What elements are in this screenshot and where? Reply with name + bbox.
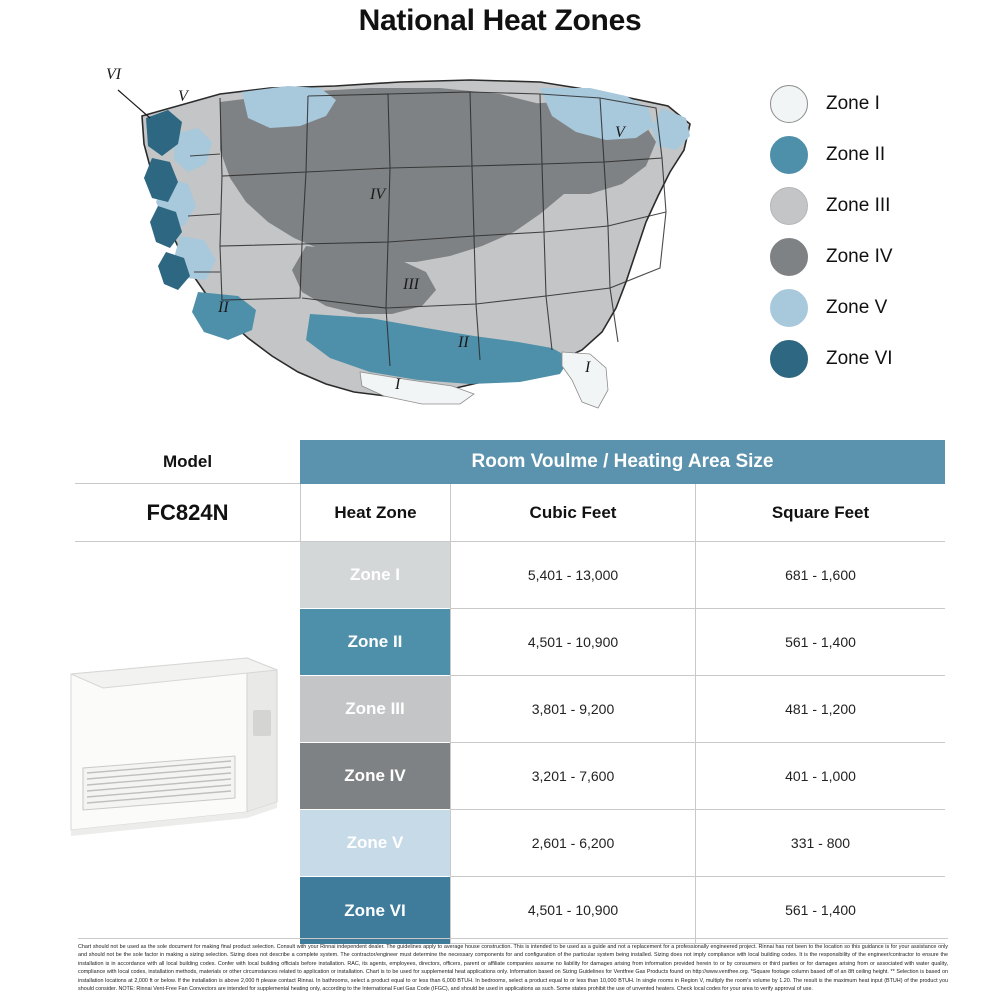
map-label-vi-northwest: VI (106, 66, 122, 83)
legend-swatch-icon-zone-ii (770, 136, 808, 174)
legend-swatch-icon-zone-iii (770, 187, 808, 225)
map-label-ii-southwest: II (218, 299, 229, 316)
legend-label-zone-v: Zone V (826, 296, 888, 318)
table-header-row (75, 440, 945, 484)
row-square-feet: 331 - 800 (695, 810, 945, 877)
legend-label-zone-i: Zone I (826, 92, 880, 114)
legend-swatch-icon-zone-v (770, 289, 808, 327)
heating-area-table (75, 440, 945, 944)
row-square-feet: 481 - 1,200 (695, 676, 945, 743)
legend-swatch-icon-zone-vi (770, 340, 808, 378)
legend-label-zone-iv: Zone IV (826, 245, 893, 267)
row-zone-label: Zone V (300, 810, 450, 877)
legend-item-zone-i (770, 78, 980, 129)
legend-item-zone-iv (770, 231, 980, 282)
map-label-iii-south-central: III (403, 276, 419, 293)
table-row (300, 542, 945, 609)
map-label-v-northwest: V (178, 88, 188, 105)
legend-label-zone-iii: Zone III (826, 194, 891, 216)
row-zone-label: Zone II (300, 609, 450, 676)
table-row (300, 743, 945, 810)
row-zone-label: Zone VI (300, 877, 450, 944)
row-cubic-feet: 2,601 - 6,200 (450, 810, 695, 877)
subheader-heat-zone: Heat Zone (300, 484, 450, 542)
header-model: Model (75, 440, 300, 484)
fc824n-heater-image (65, 652, 285, 837)
table-row (300, 877, 945, 944)
map-label-i-florida: I (585, 359, 591, 376)
legend-label-zone-ii: Zone II (826, 143, 886, 165)
legend-item-zone-vi (770, 333, 980, 384)
product-image-column (75, 542, 300, 944)
map-label-iv-central: IV (370, 186, 386, 203)
table-row (300, 810, 945, 877)
row-cubic-feet: 4,501 - 10,900 (450, 877, 695, 944)
legend-label-zone-vi: Zone VI (826, 347, 893, 369)
row-cubic-feet: 3,801 - 9,200 (450, 676, 695, 743)
table-body (300, 542, 945, 944)
subheader-square-feet: Square Feet (695, 484, 945, 542)
row-zone-label: Zone IV (300, 743, 450, 810)
row-square-feet: 561 - 1,400 (695, 609, 945, 676)
row-square-feet: 561 - 1,400 (695, 877, 945, 944)
row-square-feet: 681 - 1,600 (695, 542, 945, 609)
row-cubic-feet: 3,201 - 7,600 (450, 743, 695, 810)
legend-swatch-icon-zone-i (770, 85, 808, 123)
row-zone-label: Zone III (300, 676, 450, 743)
table-subheader-row (75, 484, 945, 542)
map-label-v-northeast: V (615, 124, 625, 141)
map-label-i-gulf: I (395, 376, 401, 393)
row-square-feet: 401 - 1,000 (695, 743, 945, 810)
header-room-volume: Room Voulme / Heating Area Size (300, 440, 945, 484)
table-row (300, 676, 945, 743)
model-value: FC824N (75, 484, 300, 542)
subheader-cubic-feet: Cubic Feet (450, 484, 695, 542)
table-row (300, 609, 945, 676)
footnote-disclaimer: Chart should not be used as the sole document for making final product selection. Consult with your Rinnai independent dealer. The guidelines apply to average house construction. This is intended to be used as a guide and not a replacement for a professionally engineered project. Rinnai has not been to the location so this guidance is for your assistance only and should not be the sole factor in making a sizing selection. Sizing does not describe a complete system. The contractor/engineer must determine the necessary components for and configuration of the particular system being installed. Sizing does not imply compliance with local building codes. It is the responsibility of the engineer/contractor to ensure the installation is in accordance with all local building codes. Confer with local building officials before installation. RAC, its agents, employees, directors, officers, parent or affiliate companies assume no liability for damages arising from information provided herein to or by consumers or third parties or for damages arising from or associated with water quality, compliance with local codes, installation methods, materials or other circumstances related to application or installation. Chart is to be used for supplemental heat applications only. Information based on Sizing Guidelines for Ventfree Gas Products found on http://www.ventfree.org. *Square footage column based off of an 8ft ceiling height. ** Selection is based on installation locations at 2,000 ft or below. If the installation is above 2,000 ft please contact Rinnai. In bathrooms, select a product equal to or less than 6,000 BTUH. In bedrooms, select a product equal to or less than 10,000 BTUH. In single rooms in Region V, multiply the room's volume by 1.20. The result is the maximum heat input (BTUH) of the product you should consider. NOTE: Rinnai Vent-Free Fan Convectors are intended for supplemental heating only, according to the International Fuel Gas Code (IFGC), and should be used in applications as such. Some states prohibit the use of unvented heaters. Check local codes for your area to verify approval of use. (78, 938, 948, 993)
legend-item-zone-iii (770, 180, 980, 231)
page-title: National Heat Zones (358, 4, 642, 37)
legend-item-zone-v (770, 282, 980, 333)
row-zone-label: Zone I (300, 542, 450, 609)
legend-item-zone-ii (770, 129, 980, 180)
heat-zone-map (70, 46, 730, 426)
row-cubic-feet: 5,401 - 13,000 (450, 542, 695, 609)
legend-swatch-icon-zone-iv (770, 238, 808, 276)
map-label-ii-south: II (458, 334, 469, 351)
map-svg (70, 46, 730, 426)
row-cubic-feet: 4,501 - 10,900 (450, 609, 695, 676)
map-legend (770, 78, 980, 384)
